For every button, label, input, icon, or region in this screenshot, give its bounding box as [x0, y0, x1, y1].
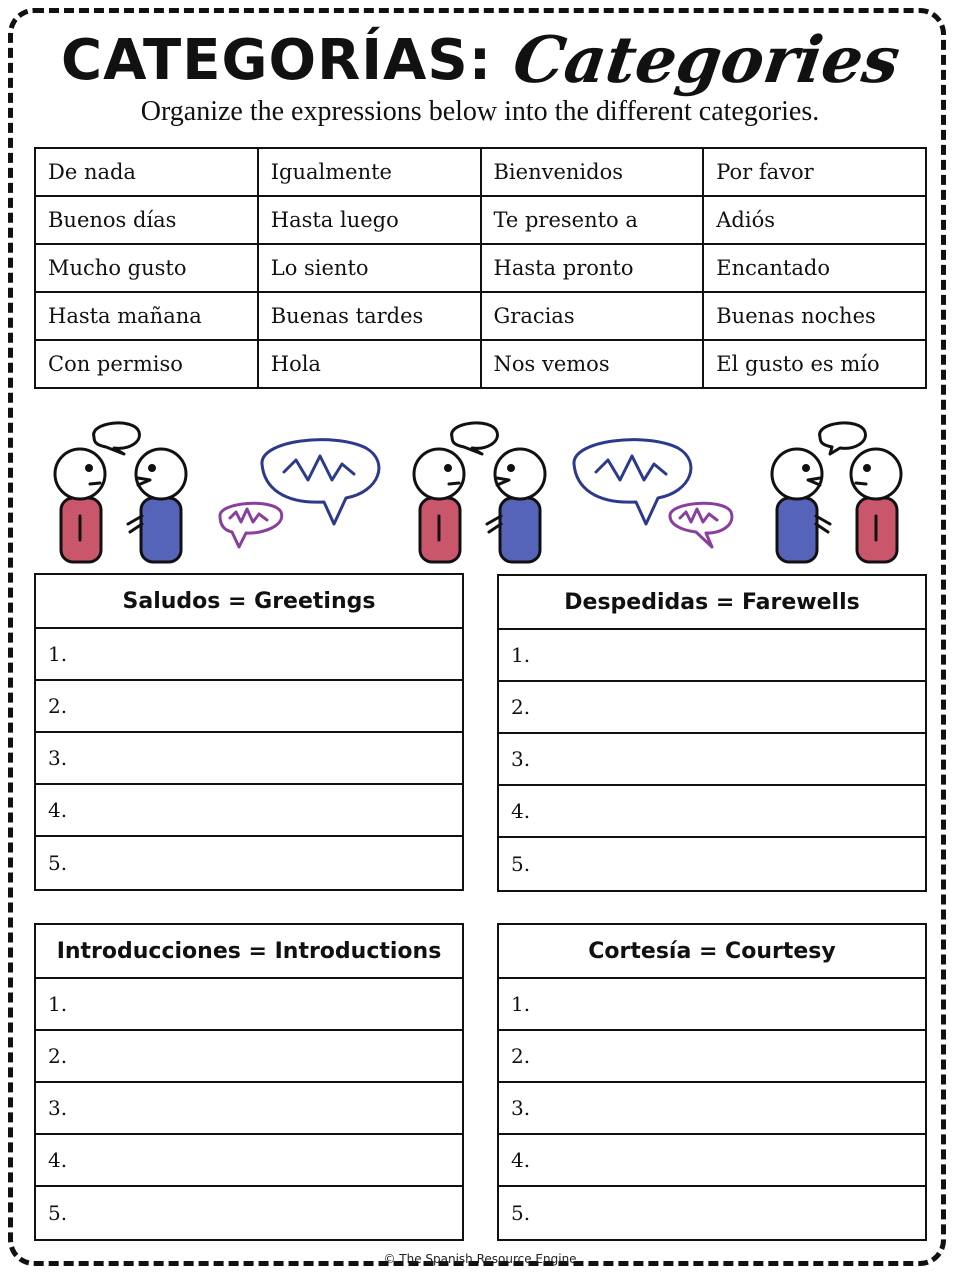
expression-cell: Adiós: [703, 196, 926, 244]
expression-cell: Hasta pronto: [481, 244, 704, 292]
answer-line[interactable]: 5.: [511, 852, 531, 876]
expression-cell: Hasta mañana: [35, 292, 258, 340]
person-blue-icon: [128, 449, 186, 562]
copyright-footer: © The Spanish Resource Engine: [383, 1252, 577, 1266]
title-english: Categories: [508, 22, 905, 98]
table-row: [35, 340, 926, 388]
instructions: Organize the expressions below into the different categories.: [140, 96, 820, 127]
answer-line[interactable]: 1.: [36, 629, 462, 681]
category-introductions: [34, 923, 464, 1241]
category-heading: Saludos = Greetings: [36, 575, 462, 629]
thought-bubble-icon: [94, 423, 140, 454]
expression-cell: Lo siento: [258, 244, 481, 292]
expression-cell: De nada: [35, 148, 258, 196]
expression-cell: Mucho gusto: [35, 244, 258, 292]
expression-cell: Bienvenidos: [481, 148, 704, 196]
answer-line[interactable]: 4.: [499, 1135, 925, 1187]
table-row: [35, 292, 926, 340]
answer-line[interactable]: 4.: [36, 1135, 462, 1187]
answer-line[interactable]: 4.: [36, 785, 462, 837]
answer-line[interactable]: 3.: [36, 733, 462, 785]
answer-line[interactable]: 3.: [36, 1083, 462, 1135]
answer-line[interactable]: 4.: [499, 786, 925, 838]
expression-cell: Buenas noches: [703, 292, 926, 340]
title: [0, 14, 960, 106]
expression-cell: Hasta luego: [258, 196, 481, 244]
category-heading: Cortesía = Courtesy: [499, 925, 925, 979]
speech-bubble-purple-icon: [220, 503, 282, 547]
answer-line[interactable]: 2.: [499, 1031, 925, 1083]
expression-cell: Igualmente: [258, 148, 481, 196]
answer-line[interactable]: 1.: [499, 979, 925, 1031]
person-red-icon: [414, 449, 464, 562]
answer-line[interactable]: 1.: [499, 630, 925, 682]
category-heading: Introducciones = Introductions: [36, 925, 462, 979]
table-row: [35, 196, 926, 244]
table-row: [35, 148, 926, 196]
expression-cell: El gusto es mío: [703, 340, 926, 388]
person-blue-icon: [772, 449, 830, 562]
thought-bubble-icon: [452, 423, 498, 454]
answer-line[interactable]: 2.: [36, 681, 462, 733]
answer-line[interactable]: 3.: [499, 1083, 925, 1135]
category-heading: Despedidas = Farewells: [499, 576, 925, 630]
conversation-illustration: [34, 412, 927, 568]
expression-cell: Te presento a: [481, 196, 704, 244]
expressions-table: [34, 147, 927, 389]
expression-cell: Encantado: [703, 244, 926, 292]
category-farewells: [497, 574, 927, 892]
expression-cell: Hola: [258, 340, 481, 388]
answer-line[interactable]: 2.: [499, 682, 925, 734]
person-red-icon: [851, 449, 901, 562]
expression-cell: Por favor: [703, 148, 926, 196]
thought-bubble-icon: [820, 423, 866, 454]
answer-line[interactable]: 5.: [48, 851, 68, 875]
answer-line[interactable]: 1.: [36, 979, 462, 1031]
table-row: [35, 244, 926, 292]
answer-line[interactable]: 3.: [499, 734, 925, 786]
answer-line[interactable]: 2.: [36, 1031, 462, 1083]
category-courtesy: [497, 923, 927, 1241]
person-red-icon: [55, 449, 105, 562]
expression-cell: Con permiso: [35, 340, 258, 388]
expression-cell: Nos vemos: [481, 340, 704, 388]
person-blue-icon: [487, 449, 545, 562]
answer-line[interactable]: 5.: [48, 1201, 68, 1225]
expression-cell: Buenos días: [35, 196, 258, 244]
expression-cell: Buenas tardes: [258, 292, 481, 340]
category-greetings: [34, 573, 464, 891]
expression-cell: Gracias: [481, 292, 704, 340]
answer-line[interactable]: 5.: [511, 1201, 531, 1225]
speech-bubble-purple-icon: [670, 503, 732, 547]
title-spanish: CATEGORÍAS:: [60, 27, 493, 93]
